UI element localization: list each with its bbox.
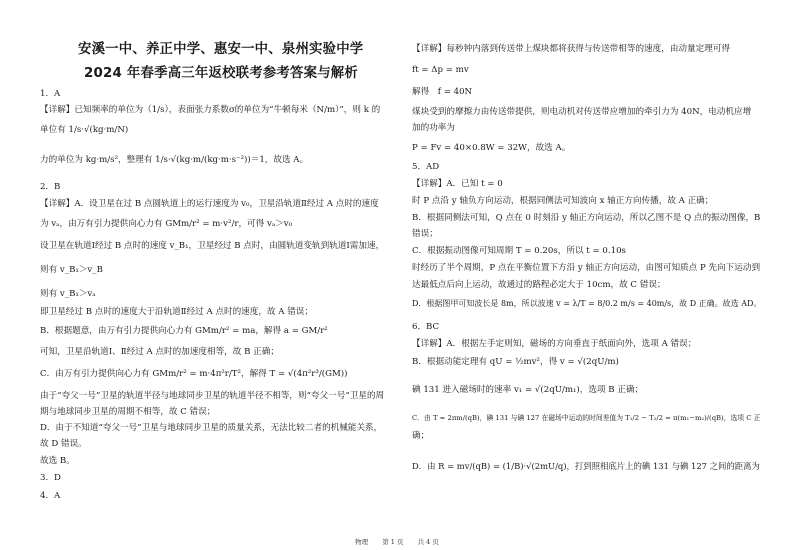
text-line: C．由万有引力提供向心力有 GMm/r² = m·4π²r/T²，解得 T = √(4π²r³/(GM))	[40, 369, 348, 379]
text-line: 时经历了半个周期，P 点在平衡位置下方沿 y 轴正方向运动，由图可知质点 P 先向下运动到	[412, 263, 761, 273]
text-line: 单位有 1/s·√(kg·m/N)	[40, 125, 129, 135]
text-line: 【详解】A．已知 t = 0	[412, 179, 503, 189]
document-title-line2: 2024 年春季高三年返校联考参考答案与解析	[84, 66, 358, 81]
text-line: 设卫星在轨道Ⅰ经过 B 点时的速度 v_B₁，卫星经过 B 点时，由圆轨道变轨到轨道Ⅰ需加速，	[40, 241, 385, 251]
text-line: 1．A	[40, 89, 61, 99]
text-line: 6．BC	[412, 322, 440, 332]
text-line: 【详解】每秒钟内落到传送带上煤块都将获得与传送带相等的速度，由动量定理可得	[412, 44, 730, 54]
text-line: 确；	[412, 431, 430, 441]
text-line: D．根据图甲可知波长是 8m，所以波速 v = λ/T = 8/0.2 m/s = 40m/s，故 D 正确。故选 AD。	[412, 299, 762, 308]
text-line: B．根据动能定理有 qU = ½mv²，得 v = √(2qU/m)	[412, 357, 619, 367]
text-line: C．根据振动图像可知周期 T = 0.20s，所以 t = 0.10s	[412, 246, 626, 256]
text-line: 力的单位为 kg·m/s²，整理有 1/s·√(kg·m/(kg·m·s⁻²))＝1，故选 A。	[40, 155, 309, 165]
footer-total-pages: 共 4 页	[417, 538, 439, 546]
text-line: 期与地球同步卫星的周期不相等，故 C 错误；	[40, 407, 216, 417]
text-line: 加的功率为	[412, 123, 455, 133]
text-line: 即卫星经过 B 点时的速度大于沿轨道Ⅱ经过 A 点时的速度，故 A 错误；	[40, 307, 313, 317]
text-line: 2．B	[40, 182, 61, 192]
text-line: B．根据同侧法可知，Q 点在 0 时刻沿 y 轴正方向运动，所以乙图不是 Q 点的振动图像，B	[412, 213, 761, 223]
text-line: D．由于不知道“夸父一号”卫星与地球同步卫星的质量关系，无法比较二者的机械能关系，	[40, 423, 383, 433]
text-line: B．根据题意，由万有引力提供向心力有 GMm/r² = ma，解得 a = GM/r²	[40, 326, 328, 336]
text-line: 故选 B。	[40, 456, 75, 466]
footer-subject: 物理	[355, 538, 369, 546]
text-line: ft = Δp = mv	[412, 65, 469, 75]
text-line: 错误；	[412, 229, 438, 239]
document-title-line1: 安溪一中、养正中学、惠安一中、泉州实验中学	[78, 42, 364, 57]
text-line: 故 D 错误。	[40, 439, 87, 449]
text-line: 【详解】已知频率的单位为（1/s），表面张力系数σ的单位为“牛顿每米（N/m）”，则 k 的	[40, 105, 381, 115]
text-line: 可知，卫星沿轨道Ⅰ、Ⅱ经过 A 点时的加速度相等，故 B 正确；	[40, 347, 279, 357]
text-line: C．由 T = 2πm/(qB)，碘 131 与碘 127 在磁场中运动的时间差值为 T₁/2 − T₂/2 = π(m₁−m₂)/(qB)，选项 C 正	[412, 414, 761, 422]
text-line: 4．A	[40, 491, 61, 501]
text-line: 【详解】A．根据左手定则知，磁场的方向垂直于纸面向外，选项 A 错误；	[412, 339, 697, 349]
text-line: 3．D	[40, 473, 61, 483]
text-line: 由于“夸父一号”卫星的轨道半径与地球同步卫星的轨道半径不相等，则“夸父一号”卫星的周	[40, 391, 385, 401]
text-line: 碘 131 进入磁场时的速率 v₁ = √(2qU/m₁)，选项 B 正确；	[412, 385, 644, 395]
text-line: 达最低点后向上运动，故通过的路程必定大于 10cm，故 C 错误；	[412, 280, 666, 290]
text-line: 5．AD	[412, 162, 440, 172]
text-line: 则有 v_B₁＞v_B	[40, 265, 103, 275]
text-line: 时 P 点沿 y 轴负方向运动，根据同侧法可知波向 x 轴正方向传播，故 A 正确；	[412, 196, 714, 206]
footer-page-number: 第 1 页	[382, 538, 404, 546]
text-line: D．由 R = mv/(qB) = (1/B)·√(2mU/q)，打到照相底片上的碘 131 与碘 127 之间的距离为	[412, 461, 760, 471]
text-line: P = Fv = 40×0.8W = 32W，故选 A。	[412, 143, 571, 153]
text-line: 【详解】A．设卫星在过 B 点圆轨道上的运行速度为 v₀，卫星沿轨道Ⅱ经过 A 点时的速度	[40, 199, 379, 209]
text-line: 煤块受到的摩擦力由传送带提供，则电动机对传送带应增加的牵引力为 40N，电动机应增	[412, 107, 752, 117]
page-footer	[0, 537, 794, 546]
text-line: 解得 f = 40N	[412, 87, 473, 97]
text-line: 则有 v_B₁＞vₐ	[40, 289, 96, 299]
text-line: 为 vₐ，由万有引力提供向心力有 GMm/r² = m·v²/r，可得 vₐ＞v₀	[40, 219, 293, 229]
